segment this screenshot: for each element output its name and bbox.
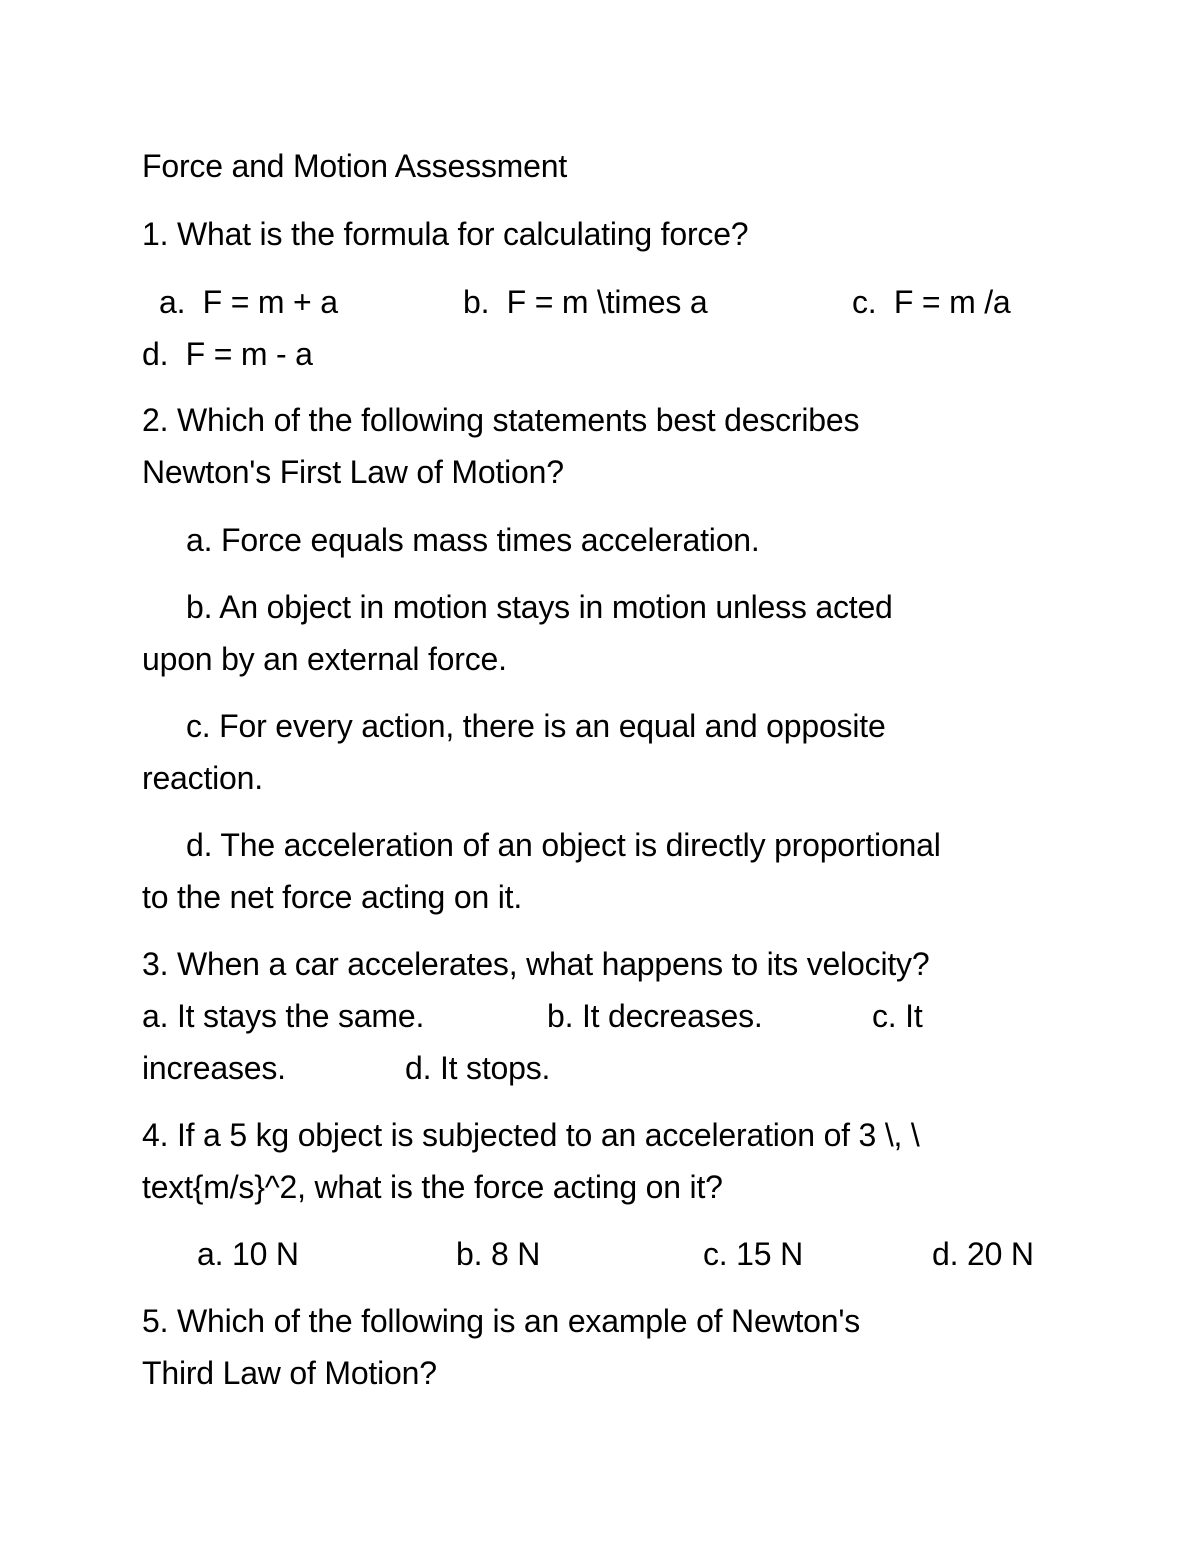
- question-2-option-d-line-2: to the net force acting on it.: [142, 879, 523, 915]
- question-4-prompt-line-1: 4. If a 5 kg object is subjected to an acceleration of 3 \, \: [142, 1117, 920, 1153]
- question-2-option-c-line-2: reaction.: [142, 760, 263, 796]
- question-4-option-b: b. 8 N: [456, 1236, 541, 1272]
- question-3-option-d: d. It stops.: [405, 1050, 551, 1086]
- question-1-option-c: c. F = m /a: [852, 284, 1011, 320]
- question-2-prompt-line-1: 2. Which of the following statements best describes: [142, 402, 860, 438]
- question-5-prompt-line-2: Third Law of Motion?: [142, 1355, 437, 1391]
- question-5-prompt-line-1: 5. Which of the following is an example of Newton's: [142, 1303, 861, 1339]
- question-2-option-b-line-2: upon by an external force.: [142, 641, 507, 677]
- question-4-option-d: d. 20 N: [932, 1236, 1034, 1272]
- question-4-prompt-line-2: text{m/s}^2, what is the force acting on it?: [142, 1169, 723, 1205]
- question-2-prompt-line-2: Newton's First Law of Motion?: [142, 454, 564, 490]
- question-4-option-c: c. 15 N: [703, 1236, 803, 1272]
- question-3-option-c: c. It: [872, 998, 923, 1034]
- question-4-option-a: a. 10 N: [197, 1236, 299, 1272]
- question-2-option-c-line-1: c. For every action, there is an equal and opposite: [186, 708, 886, 744]
- question-3-prompt: 3. When a car accelerates, what happens to its velocity?: [142, 946, 930, 982]
- question-1-prompt: 1. What is the formula for calculating force?: [142, 216, 749, 252]
- document-title: Force and Motion Assessment: [142, 148, 568, 184]
- question-1-option-a: a. F = m + a: [159, 284, 338, 320]
- question-3-option-c-continued: increases.: [142, 1050, 286, 1086]
- question-3-option-b: b. It decreases.: [547, 998, 763, 1034]
- question-3-option-a: a. It stays the same.: [142, 998, 425, 1034]
- question-1-option-b: b. F = m \times a: [463, 284, 708, 320]
- question-2-option-b-line-1: b. An object in motion stays in motion unless acted: [186, 589, 893, 625]
- question-1-option-d: d. F = m - a: [142, 336, 313, 372]
- question-2-option-a: a. Force equals mass times acceleration.: [186, 522, 760, 558]
- question-2-option-d-line-1: d. The acceleration of an object is directly proportional: [186, 827, 941, 863]
